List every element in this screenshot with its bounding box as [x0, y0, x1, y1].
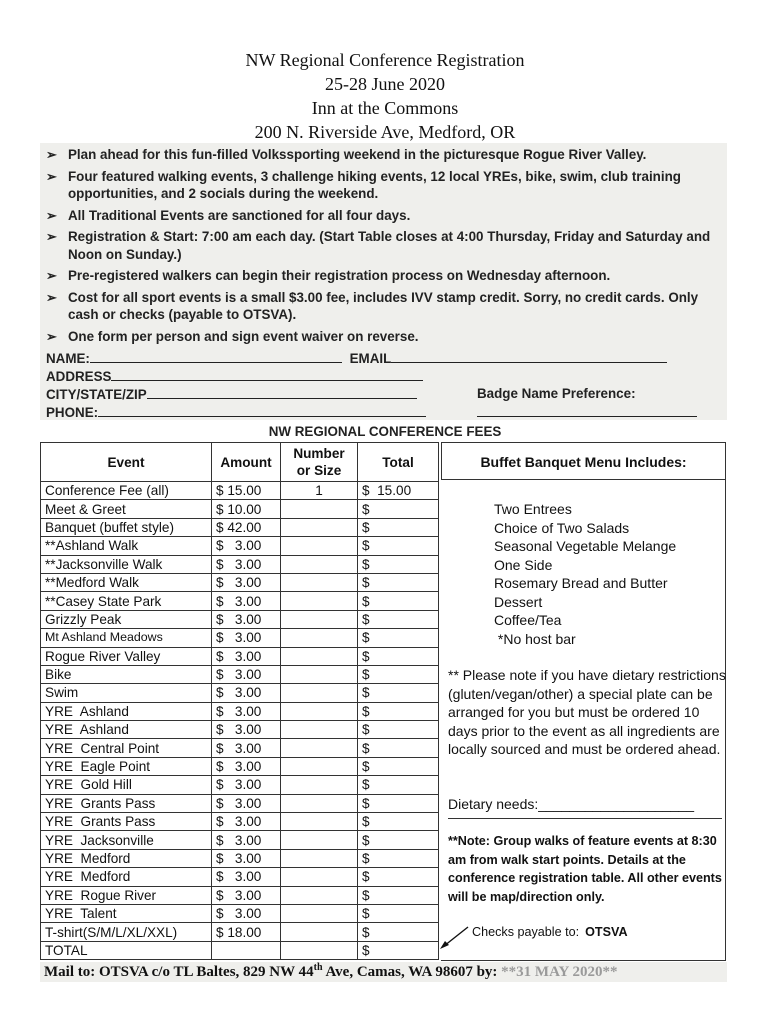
amount-cell: $ 3.00 — [212, 629, 281, 647]
total-cell[interactable]: $ — [358, 629, 439, 647]
bullet-item: ➢ All Traditional Events are sanctioned for all four days. — [46, 207, 411, 223]
event-cell: Meet & Greet — [41, 500, 212, 518]
total-cell[interactable]: $ — [358, 776, 439, 794]
total-cell[interactable]: $ — [358, 500, 439, 518]
table-row — [41, 757, 439, 775]
number-cell[interactable] — [281, 886, 358, 904]
name-label: NAME: — [46, 351, 90, 366]
amount-cell: $ 3.00 — [212, 776, 281, 794]
table-row — [41, 923, 439, 941]
badge-field[interactable] — [477, 403, 697, 417]
total-cell[interactable]: $ — [358, 757, 439, 775]
mail-suffix: Ave, Camas, WA 98607 by: — [322, 964, 502, 980]
amount-cell: $ 3.00 — [212, 849, 281, 867]
badge-row — [477, 403, 697, 422]
menu-item: Seasonal Vegetable Melange — [494, 538, 677, 554]
number-cell[interactable] — [281, 904, 358, 922]
amount-cell: $ 3.00 — [212, 721, 281, 739]
arrow-bullet-icon: ➢ — [46, 268, 57, 283]
total-cell[interactable]: $ — [358, 794, 439, 812]
title-venue: Inn at the Commons — [311, 98, 459, 118]
amount-cell: $ 3.00 — [212, 739, 281, 757]
table-row — [41, 684, 439, 702]
number-cell[interactable] — [281, 849, 358, 867]
title-line: NW Regional Conference Registration — [245, 50, 525, 70]
bullet-item: ➢ Registration & Start: 7:00 am each day. (Start Table closes at 4:00 Thursday, Friday and Saturday and Noon on Sunday.) — [46, 229, 711, 262]
number-cell[interactable] — [281, 573, 358, 591]
event-cell: YRE Jacksonville — [41, 831, 212, 849]
total-cell[interactable]: $ — [358, 941, 439, 959]
city-field[interactable] — [147, 385, 417, 399]
email-field[interactable] — [391, 349, 667, 363]
col-number: Number or Size — [281, 443, 358, 482]
table-row — [41, 739, 439, 757]
number-cell[interactable] — [281, 518, 358, 536]
number-cell[interactable] — [281, 813, 358, 831]
checks-payable — [472, 925, 628, 939]
event-cell: YRE Central Point — [41, 739, 212, 757]
table-row — [41, 610, 439, 628]
bullet-list — [46, 146, 726, 345]
total-cell[interactable]: $ — [358, 684, 439, 702]
table-row — [41, 776, 439, 794]
fees-title: NW REGIONAL CONFERENCE FEES — [268, 424, 502, 439]
number-cell[interactable] — [281, 610, 358, 628]
pointer-arrow-icon — [436, 924, 472, 950]
event-cell: YRE Gold Hill — [41, 776, 212, 794]
amount-cell: $ 3.00 — [212, 868, 281, 886]
table-row — [41, 831, 439, 849]
menu-item: Coffee/Tea — [494, 612, 562, 628]
phone-field[interactable] — [98, 403, 426, 417]
bullet-item: ➢ Plan ahead for this fun-filled Volkssporting weekend in the picturesque Rogue River Valley. — [46, 147, 647, 162]
number-cell[interactable]: 1 — [281, 482, 358, 500]
badge-label: Badge Name Preference: — [477, 386, 636, 401]
number-cell[interactable] — [281, 647, 358, 665]
number-cell[interactable] — [281, 831, 358, 849]
menu-item: Rosemary Bread and Butter — [494, 575, 668, 591]
mail-instructions — [40, 962, 727, 982]
event-cell: Bike — [41, 665, 212, 683]
arrow-bullet-icon: ➢ — [46, 229, 57, 244]
number-cell[interactable] — [281, 868, 358, 886]
menu-item: One Side — [494, 556, 553, 573]
menu-item: Dessert — [494, 593, 543, 610]
amount-cell: $ 3.00 — [212, 702, 281, 720]
number-cell[interactable] — [281, 739, 358, 757]
amount-cell: $ 3.00 — [212, 610, 281, 628]
number-cell[interactable] — [281, 629, 358, 647]
menu-item: *No host bar — [494, 630, 576, 647]
table-row — [41, 592, 439, 610]
total-cell[interactable]: $ — [358, 886, 439, 904]
mail-prefix: Mail to: OTSVA c/o TL Baltes, 829 NW 44 — [44, 964, 314, 980]
amount-cell: $ 3.00 — [212, 573, 281, 591]
total-cell[interactable]: $ — [358, 537, 439, 555]
event-cell: YRE Rogue River — [41, 886, 212, 904]
dietary-needs-field[interactable]: Dietary needs:____________________ — [448, 796, 694, 812]
event-cell: **Jacksonville Walk — [41, 555, 212, 573]
table-row — [41, 555, 439, 573]
name-field[interactable] — [90, 349, 342, 363]
total-cell[interactable]: $ — [358, 647, 439, 665]
amount-cell: $ 42.00 — [212, 518, 281, 536]
phone-row — [46, 403, 426, 422]
number-cell[interactable] — [281, 665, 358, 683]
number-cell[interactable] — [281, 757, 358, 775]
table-row — [41, 573, 439, 591]
total-cell[interactable]: $ — [358, 592, 439, 610]
total-cell[interactable]: $ — [358, 555, 439, 573]
total-cell[interactable]: $ — [358, 739, 439, 757]
city-row — [46, 385, 417, 404]
amount-cell: $ 3.00 — [212, 592, 281, 610]
table-row — [41, 813, 439, 831]
number-cell[interactable] — [281, 776, 358, 794]
mail-sup: th — [313, 962, 323, 973]
dietary-note: ** Please note if you have dietary restrictions (gluten/vegan/other) a special plate can be arranged for you but must be ordered 10 days prior to the event as all ingredients are locally sourced and must be ordered ahead. — [448, 667, 726, 758]
event-cell: YRE Grants Pass — [41, 813, 212, 831]
table-row — [41, 482, 439, 500]
amount-cell: $ 3.00 — [212, 886, 281, 904]
number-cell[interactable] — [281, 702, 358, 720]
amount-cell: $ 18.00 — [212, 923, 281, 941]
bullet-item: ➢ One form per person and sign event waiver on reverse. — [46, 328, 419, 344]
dietary-needs-line — [448, 818, 722, 819]
col-event: Event — [41, 443, 212, 482]
number-cell[interactable] — [281, 721, 358, 739]
phone-label: PHONE: — [46, 405, 99, 420]
event-cell: Grizzly Peak — [41, 610, 212, 628]
event-cell: **Casey State Park — [41, 592, 212, 610]
banquet-menu — [494, 500, 676, 648]
number-cell[interactable] — [281, 592, 358, 610]
name-email-row — [46, 349, 667, 368]
table-row — [41, 886, 439, 904]
arrow-bullet-icon: ➢ — [46, 289, 57, 305]
amount-cell: $ 3.00 — [212, 757, 281, 775]
event-cell: Rogue River Valley — [41, 647, 212, 665]
number-cell[interactable] — [281, 537, 358, 555]
table-row — [41, 537, 439, 555]
col-amount: Amount — [212, 443, 281, 482]
amount-cell: $ 3.00 — [212, 555, 281, 573]
mail-deadline: **31 MAY 2020** — [501, 964, 618, 980]
amount-cell: $ 3.00 — [212, 537, 281, 555]
event-cell: YRE Medford — [41, 868, 212, 886]
page-title — [0, 48, 770, 144]
total-cell[interactable]: $ — [358, 923, 439, 941]
event-cell: T-shirt(S/M/L/XL/XXL) — [41, 923, 212, 941]
group-walk-note: **Note: Group walks of feature events at 8:30 am from walk start points. Details at the conference registration table. All other events will be map/direction only. — [448, 834, 722, 904]
total-cell[interactable]: $ — [358, 665, 439, 683]
address-row — [46, 367, 423, 386]
number-cell[interactable] — [281, 923, 358, 941]
event-cell: Banquet (buffet style) — [41, 518, 212, 536]
amount-cell: $ 3.00 — [212, 904, 281, 922]
event-cell: YRE Eagle Point — [41, 757, 212, 775]
total-cell[interactable]: $ — [358, 868, 439, 886]
event-cell: YRE Ashland — [41, 721, 212, 739]
number-cell[interactable] — [281, 684, 358, 702]
amount-cell: $ 3.00 — [212, 647, 281, 665]
event-cell: YRE Medford — [41, 849, 212, 867]
menu-item: Two Entrees — [494, 501, 572, 517]
total-cell[interactable]: $ — [358, 904, 439, 922]
title-date: 25-28 June 2020 — [325, 74, 445, 94]
number-cell[interactable] — [281, 794, 358, 812]
amount-cell: $ 15.00 — [212, 482, 281, 500]
table-row — [41, 941, 439, 959]
event-cell: YRE Grants Pass — [41, 794, 212, 812]
number-cell[interactable] — [281, 941, 358, 959]
menu-item: Choice of Two Salads — [494, 519, 630, 536]
event-cell: **Medford Walk — [41, 573, 212, 591]
amount-cell: $ 10.00 — [212, 500, 281, 518]
number-cell[interactable] — [281, 555, 358, 573]
table-row — [41, 794, 439, 812]
total-cell[interactable]: $ — [358, 573, 439, 591]
amount-cell: $ 3.00 — [212, 684, 281, 702]
amount-cell: $ 3.00 — [212, 831, 281, 849]
table-row — [41, 629, 439, 647]
bullet-item: ➢ Pre-registered walkers can begin their registration process on Wednesday afternoon. — [46, 268, 611, 283]
bullet-item: ➢ Four featured walking events, 3 challenge hiking events, 12 local YREs, bike, swim, club training opportunities, and 2 socials during the weekend. — [46, 168, 681, 201]
address-label: ADDRESS — [46, 369, 112, 384]
event-cell: Swim — [41, 684, 212, 702]
total-cell[interactable]: $ — [358, 831, 439, 849]
checks-payee: OTSVA — [585, 925, 628, 939]
total-cell[interactable]: $ — [358, 610, 439, 628]
checks-label: Checks payable to: — [472, 925, 580, 939]
arrow-bullet-icon: ➢ — [46, 147, 57, 162]
event-cell: TOTAL — [41, 941, 212, 959]
arrow-bullet-icon: ➢ — [46, 328, 57, 344]
total-cell[interactable]: $ 15.00 — [358, 482, 439, 500]
total-cell[interactable]: $ — [358, 518, 439, 536]
city-label: CITY/STATE/ZIP — [46, 387, 147, 402]
table-row — [41, 904, 439, 922]
fees-table — [40, 442, 439, 960]
total-cell[interactable]: $ — [358, 702, 439, 720]
table-row — [41, 868, 439, 886]
event-cell: YRE Talent — [41, 904, 212, 922]
table-header-row — [41, 443, 439, 482]
table-row — [41, 665, 439, 683]
amount-cell: $ 3.00 — [212, 813, 281, 831]
table-row — [41, 702, 439, 720]
total-cell[interactable]: $ — [358, 721, 439, 739]
event-cell: Conference Fee (all) — [41, 482, 212, 500]
title-address: 200 N. Riverside Ave, Medford, OR — [254, 122, 516, 142]
col-total: Total — [358, 443, 439, 482]
event-cell: **Ashland Walk — [41, 537, 212, 555]
amount-cell: $ 3.00 — [212, 794, 281, 812]
total-cell[interactable]: $ — [358, 849, 439, 867]
address-field[interactable] — [111, 367, 423, 381]
number-cell[interactable] — [281, 500, 358, 518]
table-row — [41, 721, 439, 739]
arrow-bullet-icon: ➢ — [46, 168, 57, 184]
total-cell[interactable]: $ — [358, 813, 439, 831]
banquet-heading: Buffet Banquet Menu Includes: — [441, 442, 726, 480]
table-row — [41, 647, 439, 665]
amount-cell: $ 3.00 — [212, 665, 281, 683]
table-row — [41, 500, 439, 518]
table-row — [41, 518, 439, 536]
table-row — [41, 849, 439, 867]
email-label: EMAIL — [349, 351, 392, 366]
arrow-bullet-icon: ➢ — [46, 207, 57, 223]
bullet-item: ➢ Cost for all sport events is a small $3.00 fee, includes IVV stamp credit. Sorry, no credit cards. Only cash or checks (payable to OTSVA). — [46, 289, 699, 322]
event-cell: YRE Ashland — [41, 702, 212, 720]
event-cell: Mt Ashland Meadows — [41, 629, 212, 647]
amount-cell — [212, 941, 281, 959]
